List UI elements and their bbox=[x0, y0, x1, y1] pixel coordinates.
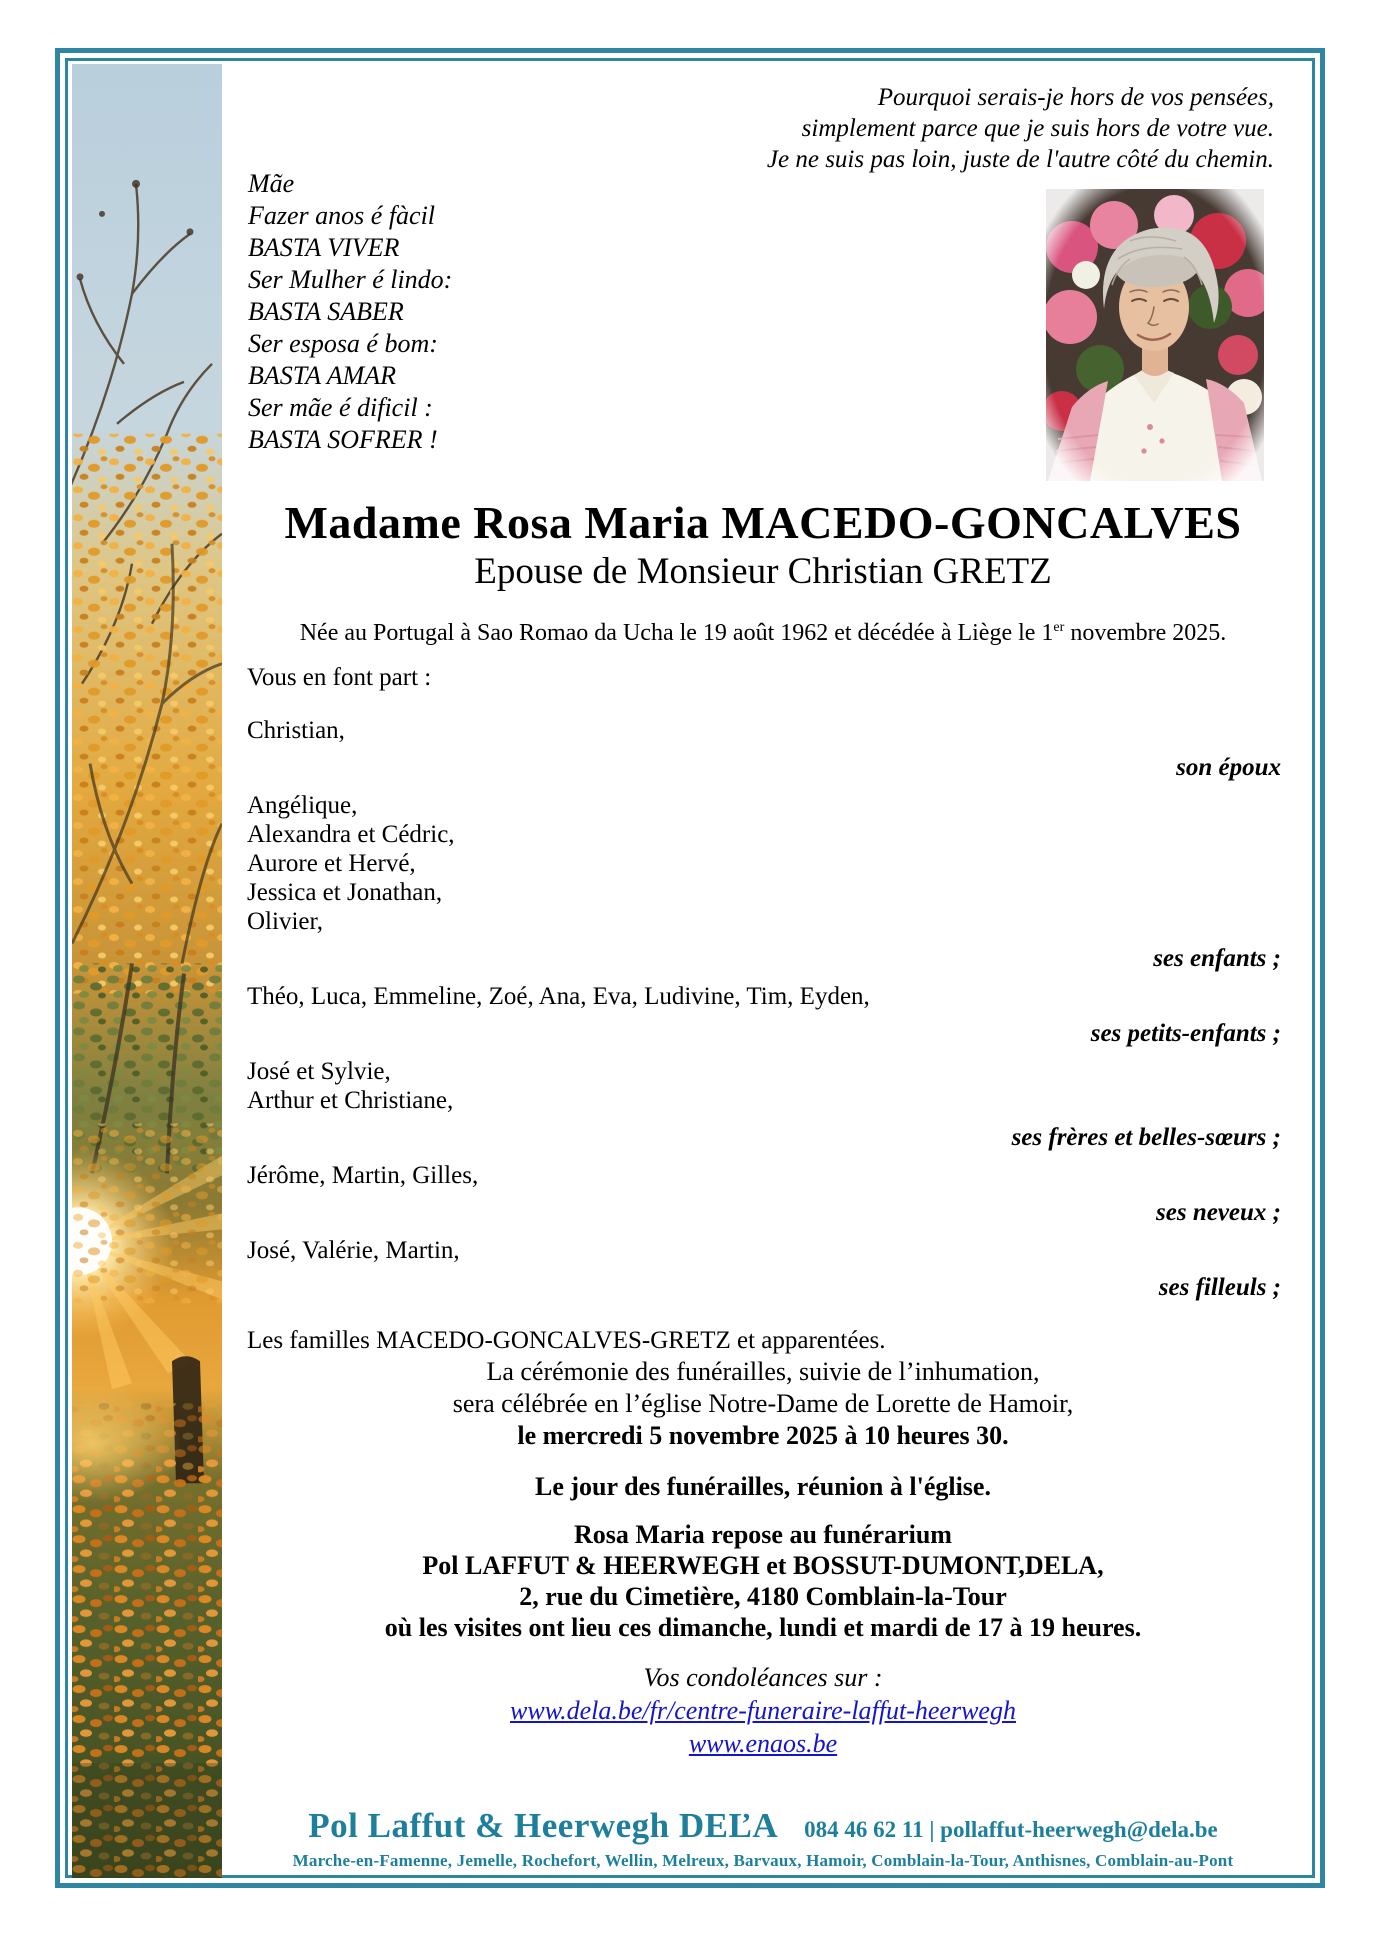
family-list bbox=[247, 716, 1281, 1355]
ceremony-line: sera célébrée en l’église Notre-Dame de Lorette de Hamoir, bbox=[452, 1389, 1074, 1418]
poem-line: Mãe bbox=[248, 169, 295, 198]
family-name: Théo, Luca, Emmeline, Zoé, Ana, Eva, Ludivine, Tim, Eyden, bbox=[247, 983, 870, 1010]
relation-label: ses frères et belles-sœurs ; bbox=[1011, 1124, 1281, 1151]
footer-contact: 084 46 62 11 | pollaffut-heerwegh@dela.be bbox=[804, 1817, 1218, 1842]
announcement-intro: Vous en font part : bbox=[247, 664, 432, 691]
condolence-link-dela[interactable]: www.dela.be/fr/centre-funeraire-laffut-heerwegh bbox=[510, 1696, 1016, 1725]
quote-line: Pourquoi serais-je hors de vos pensées, bbox=[877, 84, 1274, 111]
poem-line: Ser mãe é dificil : bbox=[248, 393, 433, 422]
ceremony-datetime: le mercredi 5 novembre 2025 à 10 heures 30. bbox=[517, 1421, 1009, 1450]
quote-line: Je ne suis pas loin, juste de l'autre côté du chemin. bbox=[766, 146, 1274, 173]
families-line: Les familles MACEDO-GONCALVES-GRETZ et apparentées. bbox=[247, 1327, 886, 1354]
relation-label: ses filleuls ; bbox=[1158, 1274, 1281, 1301]
relation-label: ses petits-enfants ; bbox=[1090, 1020, 1281, 1047]
poem-line: Fazer anos é fàcil bbox=[248, 201, 436, 230]
deceased-spouse-line: Epouse de Monsieur Christian GRETZ bbox=[474, 551, 1052, 592]
family-name: Alexandra et Cédric, bbox=[247, 821, 455, 848]
relation-label: ses enfants ; bbox=[1153, 945, 1281, 972]
reunion-line: Le jour des funérailles, réunion à l'église. bbox=[535, 1472, 991, 1501]
family-name: Arthur et Christiane, bbox=[247, 1087, 454, 1114]
address-line: 2, rue du Cimetière, 4180 Comblain-la-Tour bbox=[519, 1582, 1007, 1611]
ceremony-line: La cérémonie des funérailles, suivie de l’inhumation, bbox=[486, 1357, 1040, 1386]
poem-line: Ser Mulher é lindo: bbox=[248, 265, 453, 294]
funeral-home-footer bbox=[245, 1806, 1281, 1871]
family-name: Aurore et Hervé, bbox=[247, 850, 416, 877]
poem-line: BASTA SOFRER ! bbox=[248, 425, 438, 454]
family-name: Jérôme, Martin, Gilles, bbox=[247, 1162, 479, 1189]
condolences-label: Vos condoléances sur : bbox=[643, 1663, 883, 1692]
condolence-link-enaos[interactable]: www.enaos.be bbox=[688, 1729, 838, 1758]
portrait-photo bbox=[1046, 189, 1264, 481]
quote-line: simplement parce que je suis hors de votre vue. bbox=[801, 115, 1274, 142]
family-name: Angélique, bbox=[247, 792, 358, 819]
deceased-name: Madame Rosa Maria MACEDO-GONCALVES bbox=[284, 497, 1242, 548]
autumn-sidebar-image bbox=[72, 64, 222, 1878]
poem-line: BASTA SABER bbox=[248, 297, 404, 326]
family-name: Olivier, bbox=[247, 908, 324, 935]
visits-line: où les visites ont lieu ces dimanche, lundi et mardi de 17 à 19 heures. bbox=[384, 1613, 1142, 1642]
family-name: Christian, bbox=[247, 717, 345, 744]
family-name: José, Valérie, Martin, bbox=[247, 1237, 460, 1264]
relation-label: ses neveux ; bbox=[1156, 1199, 1281, 1226]
portuguese-poem bbox=[248, 168, 452, 456]
family-name: José et Sylvie, bbox=[247, 1058, 391, 1085]
family-name: Jessica et Jonathan, bbox=[247, 879, 443, 906]
relation-label: son époux bbox=[1176, 754, 1281, 781]
poem-line: BASTA AMAR bbox=[248, 361, 397, 390]
poem-line: Ser esposa é bom: bbox=[248, 329, 438, 358]
ordinal-superscript: er bbox=[1053, 620, 1065, 635]
funeral-home-line: Pol LAFFUT & HEERWEGH et BOSSUT-DUMONT,DELA, bbox=[422, 1551, 1104, 1580]
funeral-home-logo: Pol Laffut & Heerwegh DEĽA bbox=[308, 1806, 779, 1845]
footer-towns: Marche-en-Famenne, Jemelle, Rochefort, Wellin, Melreux, Barvaux, Hamoir, Comblain-la-Tour, Anthisnes, Comblain-au-Pont bbox=[292, 1851, 1234, 1870]
repose-line: Rosa Maria repose au funérarium bbox=[574, 1520, 952, 1549]
memorial-quote bbox=[767, 82, 1274, 175]
poem-line: BASTA VIVER bbox=[248, 233, 400, 262]
birth-death-line: Née au Portugal à Sao Romao da Ucha le 19 août 1962 et décédée à Liège le 1er novembre 2025. bbox=[299, 620, 1227, 646]
ceremony-details bbox=[245, 1356, 1281, 1760]
